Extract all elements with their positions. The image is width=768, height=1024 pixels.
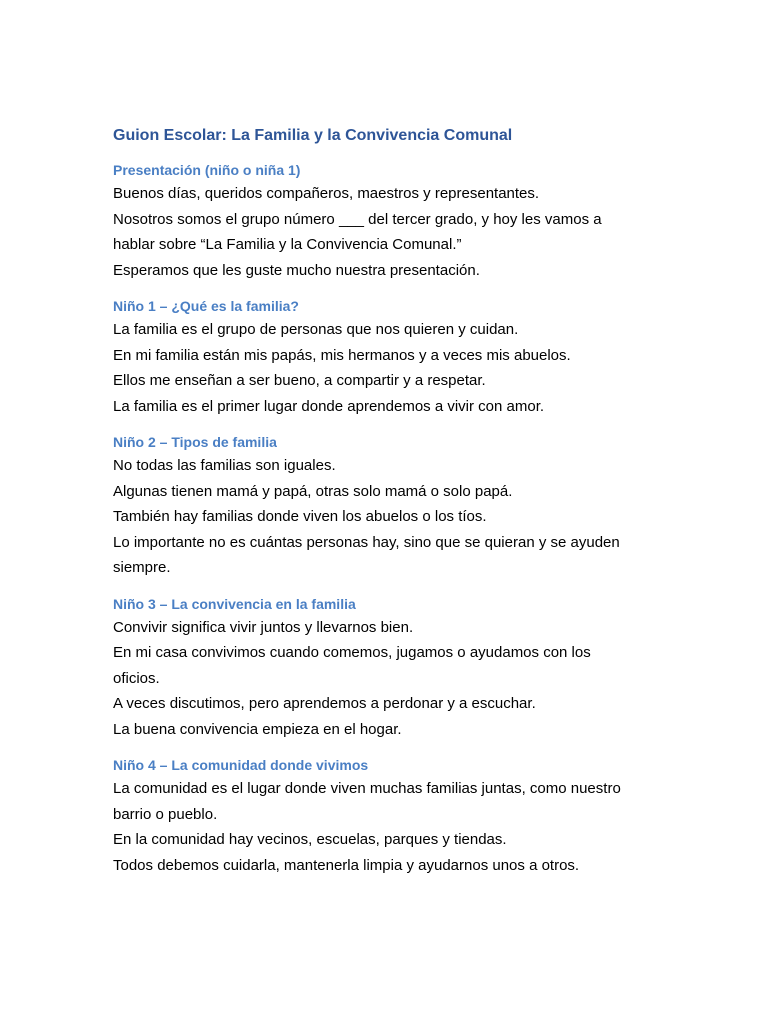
section-5 [113,754,673,878]
text-line: Algunas tienen mamá y papá, otras solo mamá o solo papá. [113,482,513,500]
document-page [113,125,673,890]
document-body [113,159,673,878]
section-1 [113,159,673,283]
section-heading: Niño 1 – ¿Qué es la familia? [113,298,299,314]
text-line: No todas las familias son iguales. [113,457,336,474]
section-text [113,615,673,743]
section-heading: Niño 2 – Tipos de familia [113,434,277,450]
section-heading: Niño 3 – La convivencia en la familia [113,595,356,612]
text-line: La buena convivencia empieza en el hogar. [113,720,402,738]
text-line: La comunidad es el lugar donde viven muchas familias juntas, como nuestro [113,780,621,797]
section-text [113,776,673,878]
text-line: Nosotros somos el grupo número ___ del tercer grado, y hoy les vamos a [113,210,602,228]
section-4 [113,593,673,743]
section-text [113,317,673,419]
text-line: Convivir significa vivir juntos y llevarnos bien. [113,618,414,636]
text-line: oficios. [113,669,160,687]
text-line: Lo importante no es cuántas personas hay, sino que se quieran y se ayuden [113,533,620,551]
section-heading: Niño 4 – La comunidad donde vivimos [113,757,369,773]
text-line: La familia es el grupo de personas que nos quieren y cuidan. [113,321,519,338]
text-line: hablar sobre “La Familia y la Convivencia Comunal.” [113,236,462,253]
text-line: En la comunidad hay vecinos, escuelas, parques y tiendas. [113,831,507,848]
text-line: En mi casa convivimos cuando comemos, jugamos o ayudamos con los [113,644,591,661]
section-text [113,181,673,283]
text-line: En mi familia están mis papás, mis hermanos y a veces mis abuelos. [113,346,571,364]
text-line: Esperamos que les guste mucho nuestra presentación. [113,261,480,279]
text-line: Todos debemos cuidarla, mantenerla limpia y ayudarnos unos a otros. [113,856,580,874]
text-line: Buenos días, queridos compañeros, maestros y representantes. [113,185,540,202]
text-line: También hay familias donde viven los abuelos o los tíos. [113,508,487,525]
text-line: La familia es el primer lugar donde aprendemos a vivir con amor. [113,397,545,415]
section-2 [113,295,673,419]
section-3 [113,431,673,581]
section-text [113,453,673,581]
text-line: siempre. [113,559,171,576]
text-line: barrio o pueblo. [113,805,218,823]
text-line: Ellos me enseñan a ser bueno, a compartir y a respetar. [113,372,486,389]
text-line: A veces discutimos, pero aprendemos a perdonar y a escuchar. [113,695,536,712]
document-title: Guion Escolar: La Familia y la Convivencia Comunal [113,127,513,144]
section-heading: Presentación (niño o niña 1) [113,162,301,178]
